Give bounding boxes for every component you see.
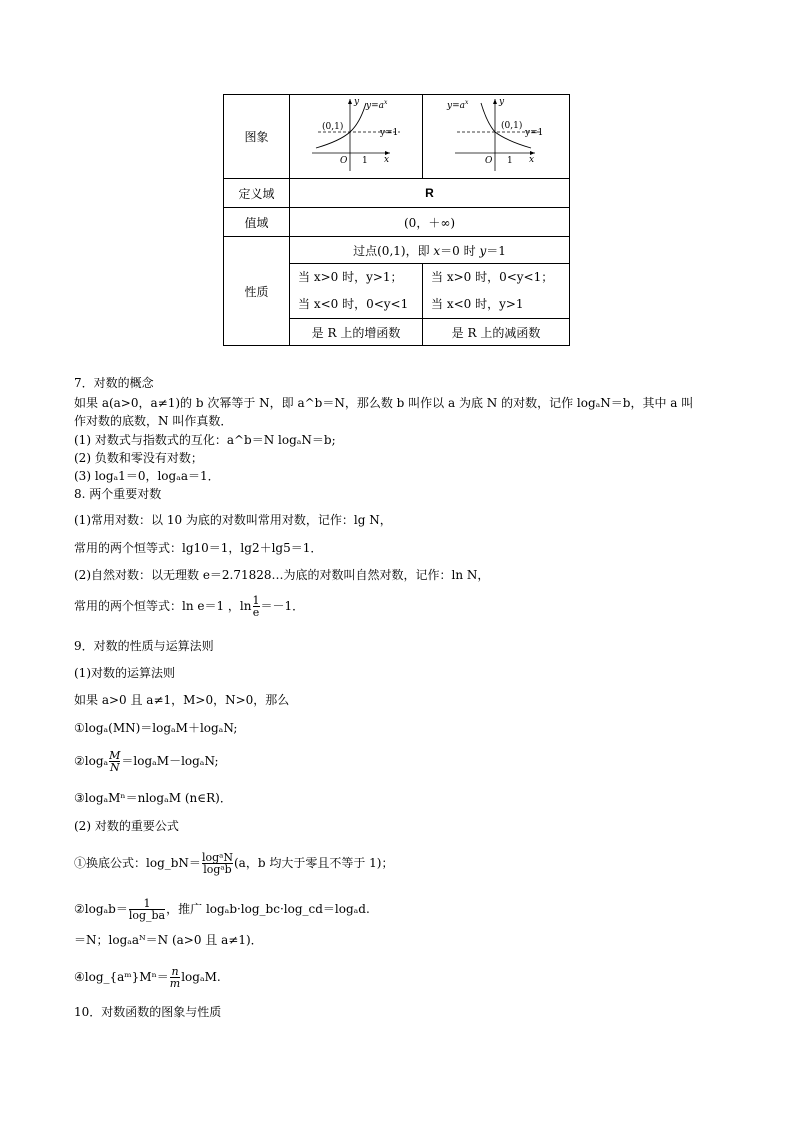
exponential-function-table (223, 94, 570, 346)
reciprocal-formula: ②logₐb＝ $\frac{1}{\log\_ba}$ ，推广 logₐb·log_bc·log_cd＝logₐd. (74, 897, 370, 922)
svg-text:O: O (485, 156, 493, 166)
natural-log-identities: 常用的两个恒等式：ln e＝1 ，ln $\frac{1}{e}$ ＝－1． (74, 594, 305, 619)
section7-title: 7．对数的概念 (74, 376, 154, 390)
common-property: 过点(0,1)，即 x＝0 时 y＝1 (290, 237, 570, 264)
common-log-identities: 常用的两个恒等式：lg10＝1，lg2＋lg5＝1． (74, 541, 323, 555)
common-log-definition: (1)常用对数：以 10 为底的对数叫常用对数，记作：lg N， (74, 513, 392, 527)
increasing-property: 当 x>0 时，y>1； 当 x<0 时，0<y<1 (290, 264, 423, 319)
increasing-monotonic: 是 R 上的增函数 (290, 319, 423, 346)
svg-text:x: x (384, 155, 390, 165)
rules-title: (1)对数的运算法则 (74, 666, 175, 680)
left-y-axis-label: y (354, 97, 360, 107)
svg-text:1: 1 (507, 156, 513, 166)
increasing-graph-cell (290, 95, 423, 179)
svg-text:O: O (340, 156, 348, 166)
domain-label: 定义域 (224, 179, 290, 208)
domain-value: R (290, 179, 570, 208)
rules-condition: 如果 a>0 且 a≠1，M>0，N>0，那么 (74, 693, 290, 707)
rule-power: ③logₐMⁿ＝nlogₐM (n∈R)． (74, 791, 232, 805)
section8-title: 8. 两个重要对数 (74, 487, 162, 501)
range-label: 值域 (224, 208, 290, 237)
decreasing-graph-cell (423, 95, 570, 179)
svg-text:(0,1): (0,1) (501, 121, 523, 131)
decreasing-monotonic: 是 R 上的减函数 (423, 319, 570, 346)
section7-item3: (3) logₐ1＝0，logₐa＝1． (74, 469, 220, 483)
decreasing-property: 当 x>0 时，0<y<1； 当 x<0 时，y>1 (423, 264, 570, 319)
left-line-label: y=1 (380, 128, 399, 138)
section7-item1: (1) 对数式与指数式的互化：a^b＝N logₐN＝b; (74, 433, 336, 447)
svg-text:x: x (529, 155, 535, 165)
section7-definition-line1: 如果 a(a>0，a≠1)的 b 次幂等于 N，即 a^b＝N，那么数 b 叫作以 a 为底 N 的对数，记作 logₐN＝b，其中 a 叫 (74, 396, 694, 410)
svg-text:y=ax: $y=a^x$ (366, 99, 388, 111)
svg-text:y=1: y=1 (525, 128, 544, 138)
svg-text:y: y (499, 97, 505, 107)
range-value: (0，＋∞) (290, 208, 570, 237)
rule-product: ①logₐ(MN)＝logₐM＋logₐN; (74, 721, 238, 735)
increasing-exponential-graph (290, 95, 422, 175)
section10-title: 10．对数函数的图象与性质 (74, 1005, 222, 1019)
graph-row-label: 图象 (224, 95, 290, 179)
left-point-label: (0,1) (322, 122, 344, 132)
section7-definition-line2: 作对数的底数，N 叫作真数． (74, 414, 233, 428)
property-label: 性质 (224, 237, 290, 346)
change-of-base-formula: ①换底公式：log_bN＝ $\frac{\text{logᵃN}}{\text{logᵃb}}$ (a，b 均大于零且不等于 1)； (74, 851, 394, 876)
identity-formula: ＝N；logₐaᴺ＝N (a>0 且 a≠1)． (74, 933, 263, 947)
section7-item2: (2) 负数和零没有对数； (74, 451, 203, 465)
natural-log-definition: (2)自然对数：以无理数 e＝2.71828…为底的对数叫自然对数，记作：ln N， (74, 568, 490, 582)
power-base-formula: ④log_{aᵐ}Mⁿ＝ $\frac{n}{m}$ logₐM. (74, 965, 221, 990)
svg-text:y=ax: $y=a^x$ (447, 99, 469, 111)
rule-quotient: ②logₐ $\frac{M}{N}$ ＝logₐM－logₐN; (74, 749, 219, 774)
svg-text:1: 1 (362, 156, 368, 166)
decreasing-exponential-graph (423, 95, 569, 175)
section9-title: 9．对数的性质与运算法则 (74, 639, 214, 653)
formulas-title: (2) 对数的重要公式 (74, 819, 179, 833)
